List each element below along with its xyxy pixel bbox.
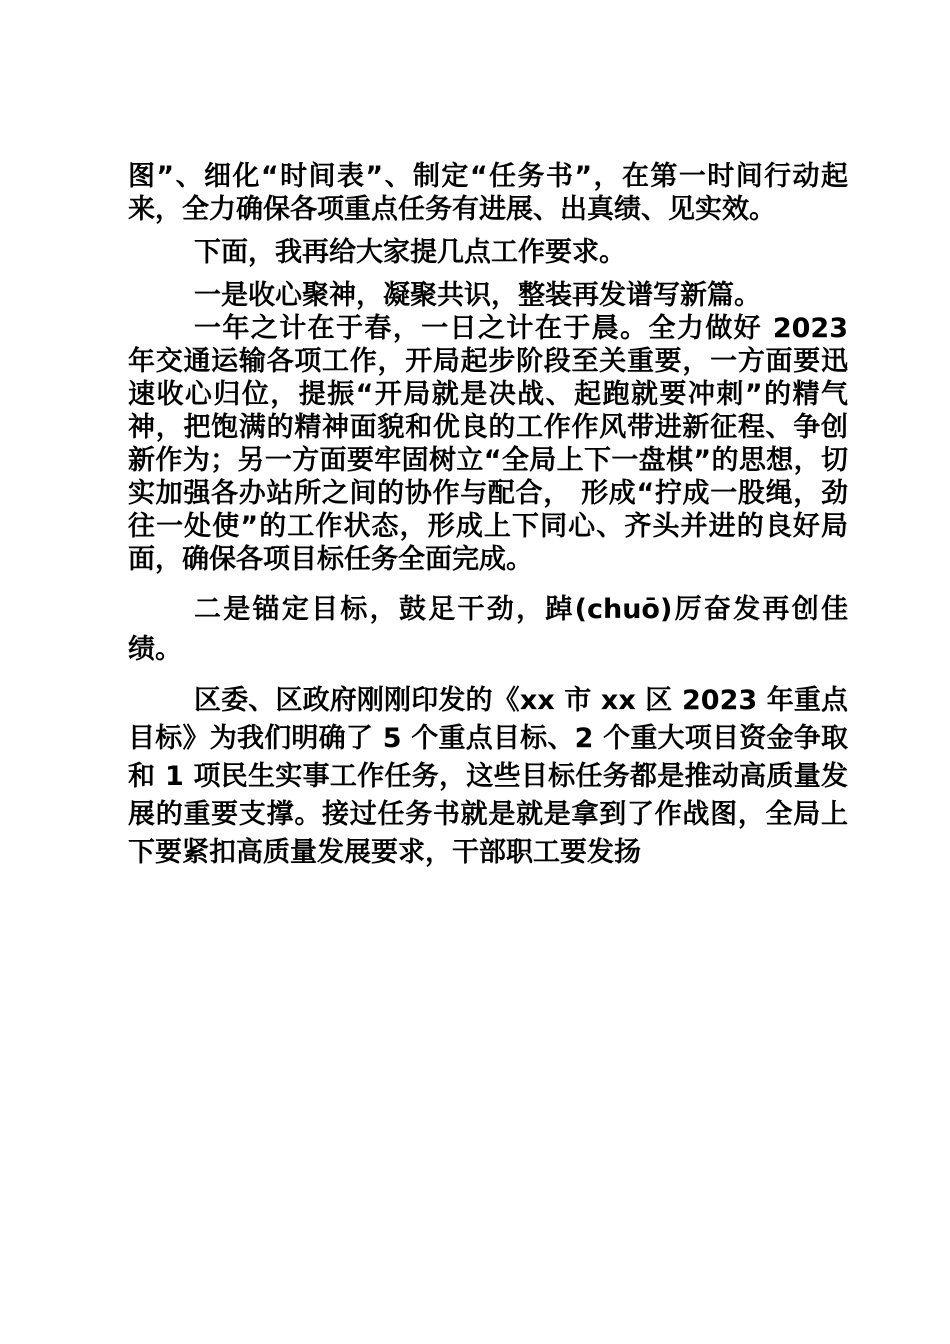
paragraph-point-one-body: 一年之计在于春，一日之计在于晨。全力做好 2023 年交通运输各项工作，开局起步阶段至关重要，一方面要迅速收心归位，提振“开局就是决战、起跑就要冲刺”的精气神，把饱满的精神面貌和优良的工作作风带进新征程、争创新作为；另一方面要牢固树立“全局上下一盘棋”的思想，切实加强各办站所之间的协作与配合， 形成“拧成一股绳，劲往一处使”的工作状态，形成上下同心、齐头并进的良好局面，确保各项目标任务全面完成。 <box>128 313 848 575</box>
heading-point-one: 一是收心聚神，凝聚共识，整装再发谱写新篇。 <box>194 280 761 311</box>
paragraph-transition: 下面，我再给大家提几点工作要求。 <box>194 237 626 268</box>
paragraph-continuation: 图”、细化“时间表”、制定“任务书”，在第一时间行动起来，全力确保各项重点任务有进展、出真绩、见实效。 <box>128 161 848 225</box>
paragraph-point-two-body: 区委、区政府刚刚印发的《xx 市 xx 区 2023 年重点目标》为我们明确了 5 个重点目标、2 个重大项目资金争取和 1 项民生实事工作任务，这些目标任务都是推动高质量发展的重要支撑。接过任务书就是就是拿到了作战图，全局上下要紧扣高质量发展要求，干部职工要发扬 <box>128 685 848 868</box>
heading-point-two: 二是锚定目标，鼓足干劲，踔(chuō)厉奋发再创佳绩。 <box>128 594 848 665</box>
document-body <box>128 160 848 872</box>
